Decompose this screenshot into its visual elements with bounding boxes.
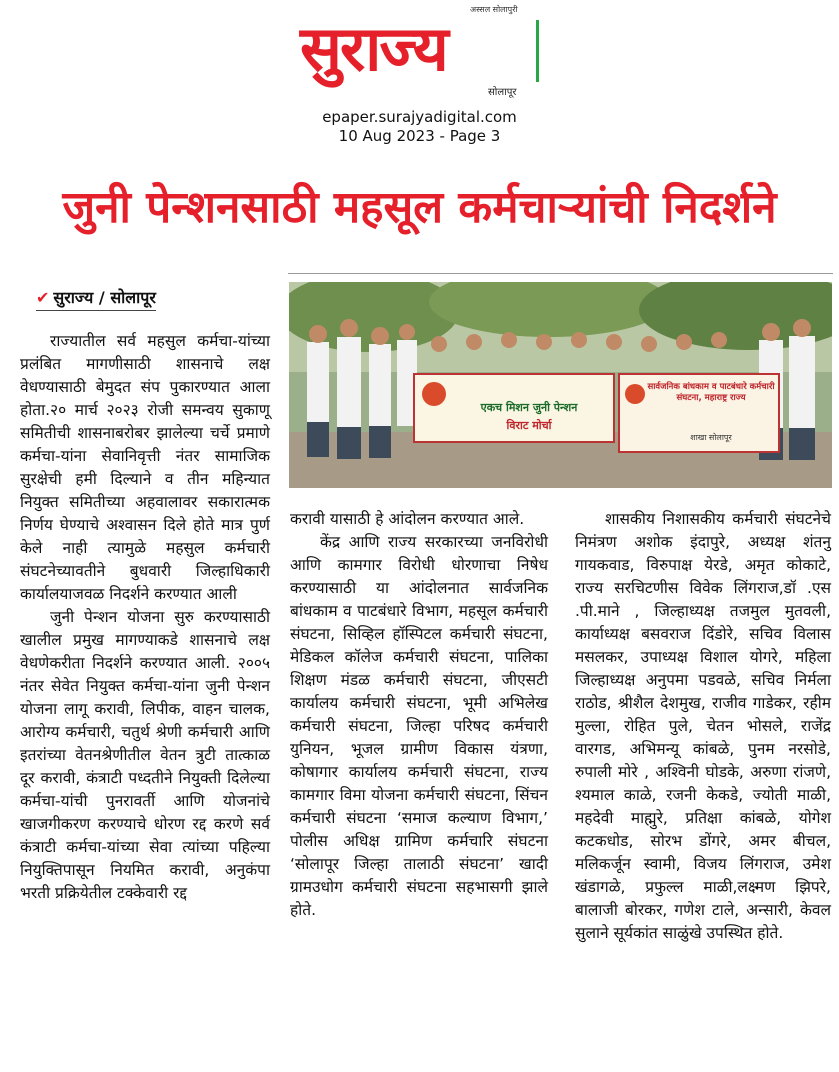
epaper-site: epaper.surajyadigital.com [322, 108, 517, 126]
news-photo [289, 282, 832, 488]
paragraph: शासकीय निशासकीय कर्मचारी संघटनेचे निमंत्रण अशोक इंदापुरे, अध्यक्ष शंतनु गायकवाड, विरुपाक्ष येरडे, अमृत कोकाटे, राज्य सरचिटणीस विवेक लिंगराज,डॉ .एस .पी.माने , जिल्हाध्यक्ष तजमुल मुतवली, कार्याध्यक्ष बसवराज दिंडोरे, सचिव विलास मसलकर, उपाध्यक्ष विशाल योगरे, महिला जिल्हाध्यक्ष अनुपमा पडवळे, सचिव निर्मला राठोड, श्रीशैल देशमुख, राजीव गाडेकर, रहीम मुल्ला, रोहित पुले, चेतन भोसले, राजेंद्र वारगड, अभिमन्यू कांबळे, पुनम नरसोडे, रुपाली मोरे , अश्विनी घोडके, अरुणा रांजणे, श्यमाल काळे, रजनी केकडे, ज्योती माळी, महदेवी माह्मुरे, प्रतिक्षा कांबळे, योगेश कटकधोड, सोरभ डोंगरे, अमर बीचल, मलिकर्जून स्वामी, विजय लिंगराज, उमेश खंडागळे, प्रफुल्ल माळी,लक्ष्मण झिपरे, बालाजी बोरकर, गणेश टाले, अन्सारी, केवल सुलाने सूर्यकांत साळुंखे उपस्थित होते. [575, 510, 831, 942]
article-column-1 [20, 330, 270, 905]
check-icon: ✔ [36, 288, 50, 307]
paragraph: जुनी पेन्शन योजना सुरु करण्यासाठी खालील प्रमुख मागण्याकडे शासनाचे लक्ष वेधणेकरीता निदर्शने करण्यात आली. २००५ नंतर सेवेत नियुक्त कर्मचा-यांना जुनी पेन्शन योजना लागू करावी, लिपीक, वाहन चालक, आरोग्य कर्मचारी, चतुर्थ श्रेणी कर्मचारी आणि इतरांच्या वेतनश्रेणीतील वेतन त्रुटी तात्काळ दूर करावी, कंत्राटी पध्दतीने नियुक्ती दिलेल्या कर्मचा-यांची पुनरावर्ती आणि योजनांचे खाजगीकरण करण्याचे धोरण रद्द करणे सर्व कंत्राटी कर्मचा-यांच्या सेवा त्यांच्या पहिल्या नियुक्तिपासून नियमित करावी, अनुकंपा भरती प्रक्रियेतील टक्केवारी रद्द [20, 608, 270, 902]
newspaper-logo: सुराज्य [300, 12, 447, 85]
header-rule [288, 273, 833, 274]
masthead [0, 0, 839, 145]
article-headline: जुनी पेन्शनसाठी महसूल कर्मचाऱ्यांची निदर्शने [62, 182, 777, 233]
epaper-date-page: 10 Aug 2023 - Page 3 [338, 127, 501, 145]
banner-right-title: सार्वजनिक बांधकाम व पाटबंधारे कर्मचारी संघटना, महाराष्ट्र राज्य [647, 382, 775, 403]
logo-accent-bar [536, 20, 539, 82]
banner-right-sub: शाखा सोलापूर [690, 433, 732, 442]
article-column-2 [290, 508, 548, 922]
paragraph: राज्यातील सर्व महसुल कर्मचा-यांच्या प्रलंबित मागणीसाठी शासनाचे लक्ष वेधण्यासाठी बेमुदत संप पुकारण्यात आला होता.२० मार्च २०२३ रोजी समन्वय सुकाणू समितीची शासनाबरोबर झालेल्या चर्चे प्रमाणे कर्मचा-यांना सेवानिवृत्ती नंतर सामाजिक सुरक्षेची हमी दिल्याने व तीन महिन्यात नियुक्त समितीच्या अहवालावर सकारात्मक निर्णय घेण्याचे अश्वासन दिले होते मात्र पुर्ण केले नाही त्यामुळे महसुल कर्मचारी संघटनेच्यावतीने बुधवारी जिल्हाधिकारी कार्यालयाजवळ निदर्शने करण्यात आली [20, 332, 270, 603]
logo-city: सोलापूर [488, 87, 517, 98]
byline [36, 286, 156, 311]
byline-text: सुराज्य / सोलापूर [53, 288, 156, 307]
paragraph: करावी यासाठी हे आंदोलन करण्यात आले. [290, 510, 525, 528]
article-column-3 [575, 508, 831, 945]
banner-left-title: एकच मिशन जुनी पेन्शन [480, 401, 578, 414]
banner-left-sub: विराट मोर्चा [506, 419, 552, 432]
masthead-tagline: अस्सल सोलापुरी [470, 5, 518, 14]
paragraph: केंद्र आणि राज्य सरकारच्या जनविरोधी आणि कामगार विरोधी धोरणाचा निषेध करण्यासाठी या आंदोलनात सार्वजनिक बांधकाम व पाटबंधारे विभाग, महसूल कर्मचारी संघटना, सिव्हिल हॉस्पिटल कर्मचारी संघटना, मेडिकल कॉलेज कर्मचारी संघटना, पालिका शिक्षण मंडळ कर्मचारी संघटना, जीएसटी कार्यालय कर्मचारी संघटना, भूमी अभिलेख कर्मचारी संघटना, जिल्हा परिषद कर्मचारी युनियन, भूजल ग्रामीण विकास यंत्रणा, कोषागार कार्यालय कर्मचारी संघटना, राज्य कामगार विमा योजना कर्मचारी संघटना, सिंचन कर्मचारी संघटना ‘समाज कल्याण विभाग,’ पोलीस अधिक्ष ग्रामिण कर्मचारि संघटना ‘सोलापूर जिल्हा तालाठी संघटना’ खादी ग्रामउधोग कर्मचारी संघटना सहभासगी झाले होते. [290, 533, 548, 919]
